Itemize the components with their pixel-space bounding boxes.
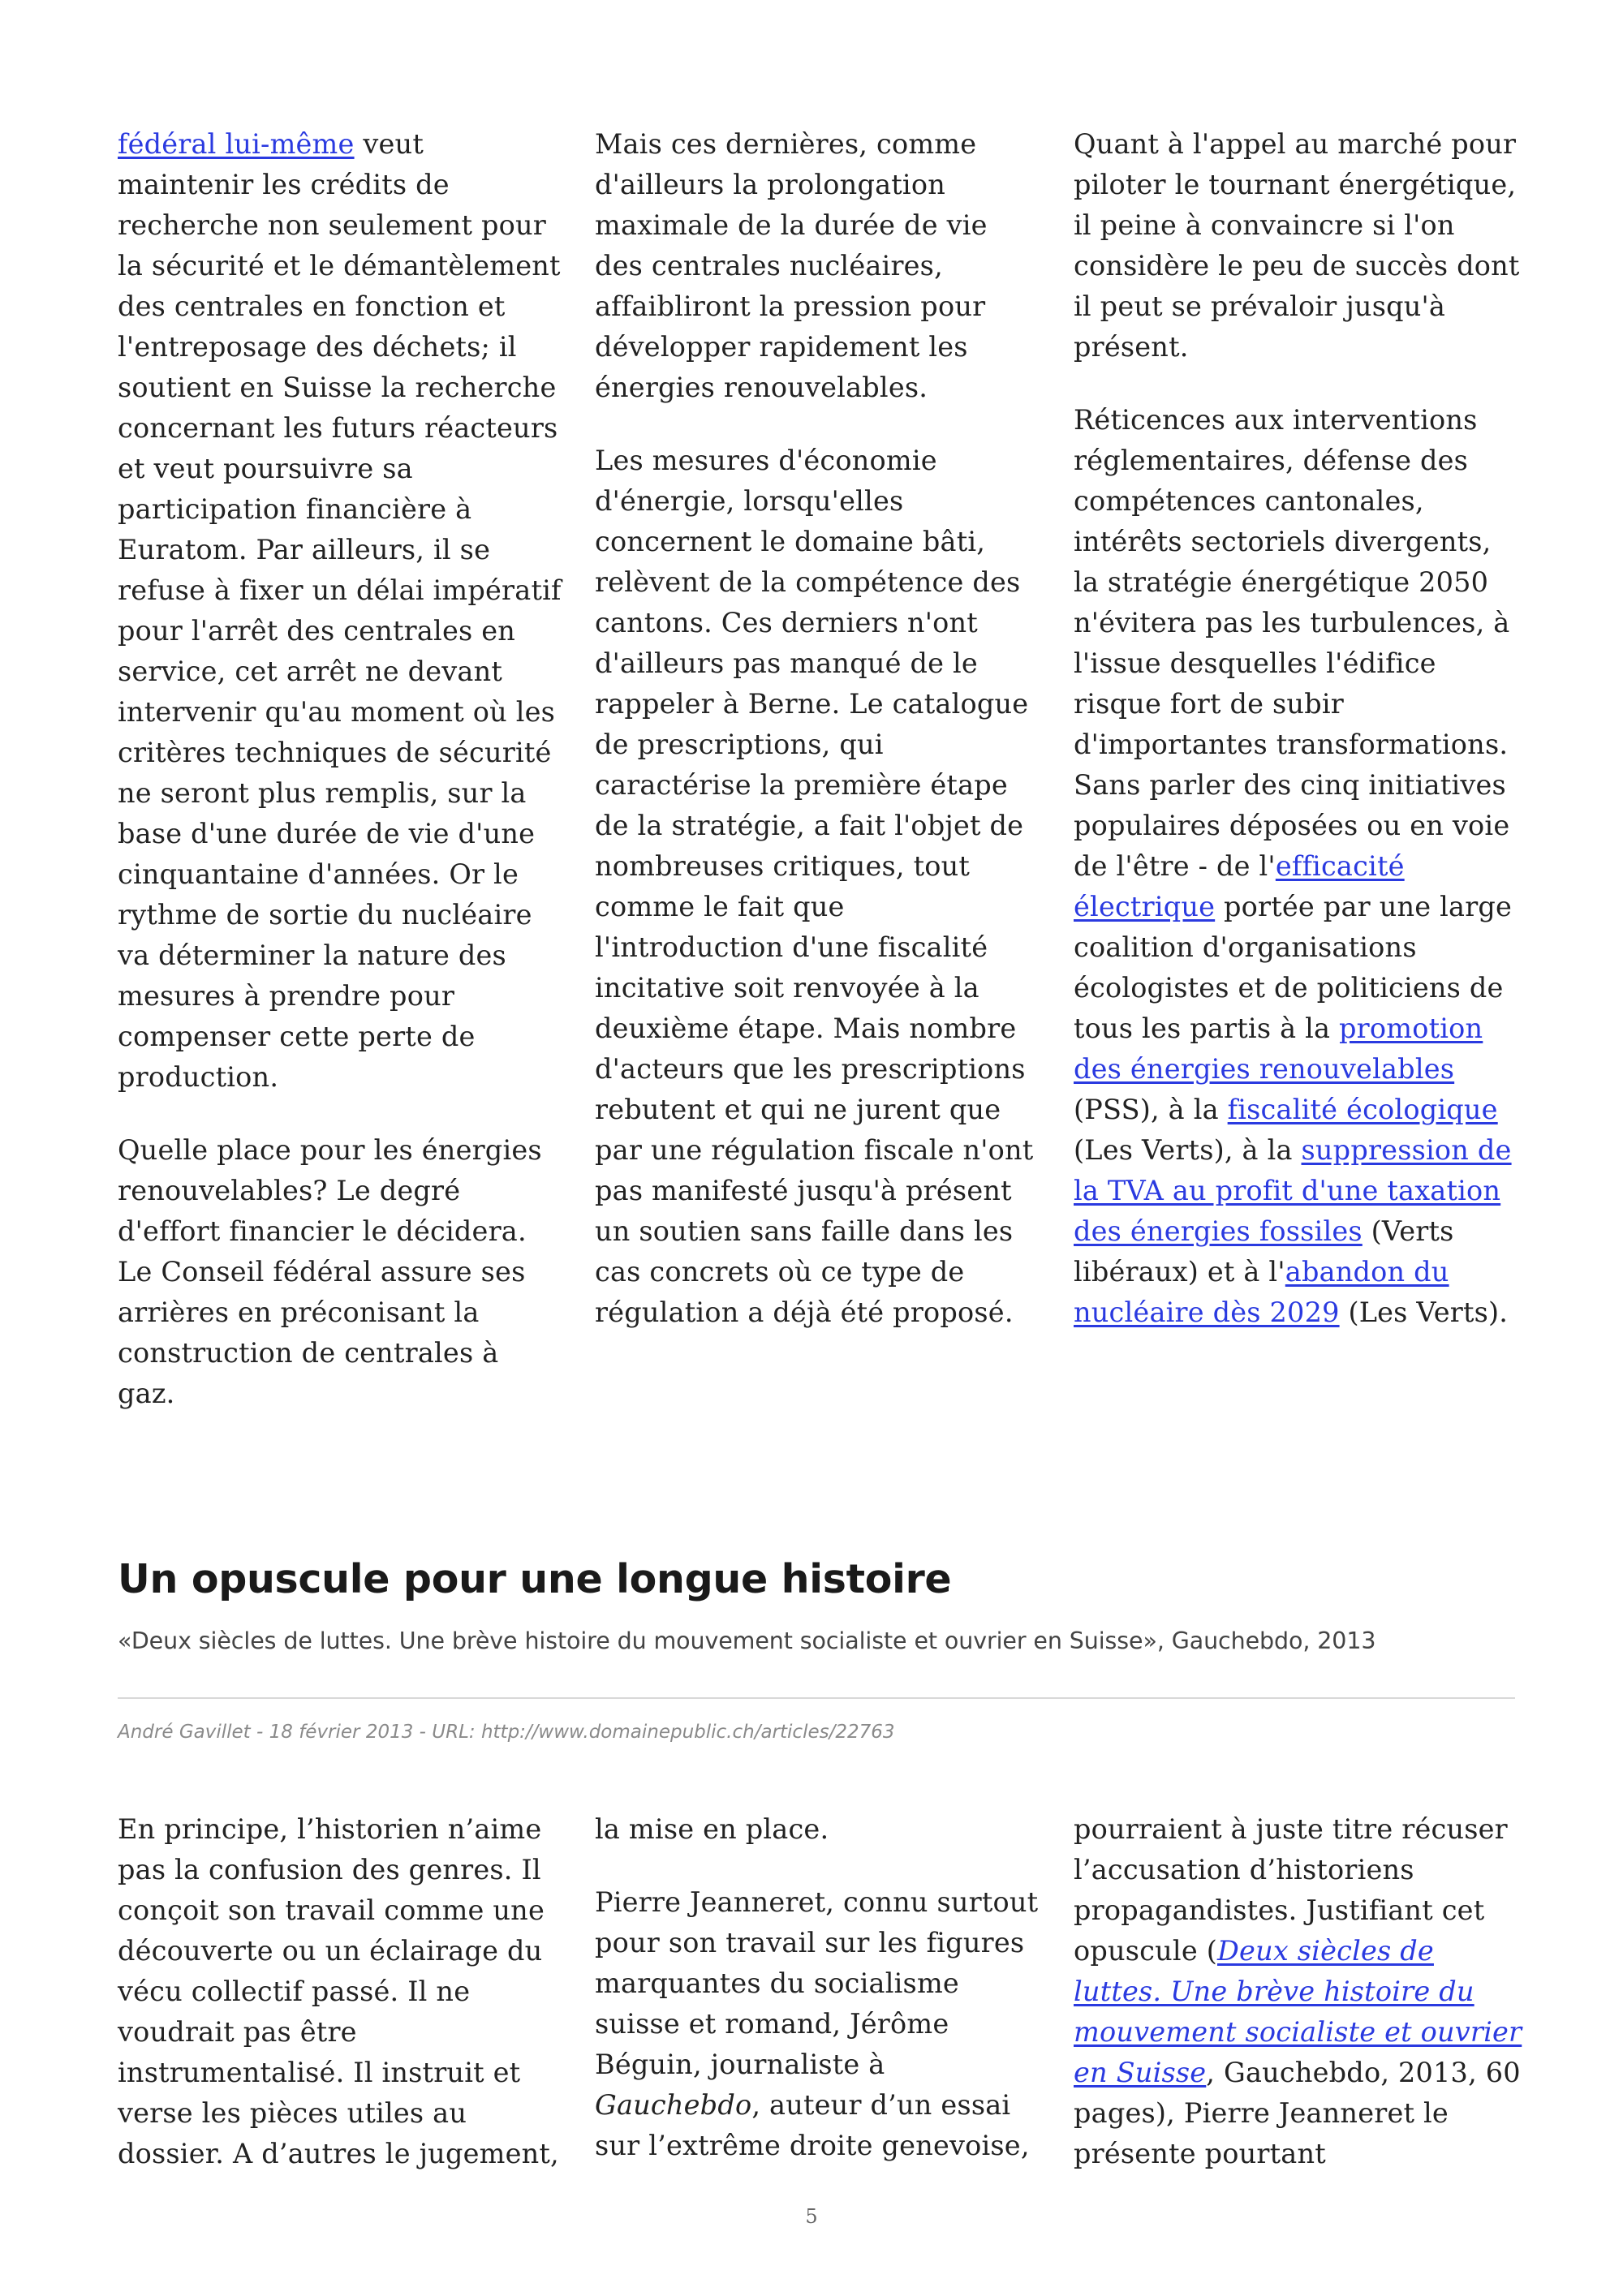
link-promotion-energies-renouvelables[interactable]: promotion des énergies renouvelables (1074, 1013, 1483, 1085)
article2-col1-paragraph-1: En principe, l’historien n’aime pas la confusion des genres. Il conçoit son travail comme une découverte ou un éclairage du vécu collectif passé. Il ne voudrait pas être instrumentalisé. Il instruit et verse les pièces utiles au dossier. A d’autres le jugement, (118, 1813, 559, 2169)
article1-col1-paragraph-1: fédéral lui-même veut maintenir les crédits de recherche non seulement pour la sécurité et le démantèlement des centrales en fonction et l'entreposage des déchets; il soutient en Suisse la recherche concernant les futurs réacteurs et veut poursuivre sa participation financière à Euratom. Par ailleurs, il se refuse à fixer un délai impératif pour l'arrêt des centrales en service, cet arrêt ne devant intervenir qu'au moment où les critères techniques de sécurité ne seront plus remplis, sur la base d'une durée de vie d'une cinquantaine d'années. Or le rythme de sortie du nucléaire va déterminer la nature des mesures à prendre pour compenser cette perte de production. (118, 128, 562, 1093)
article2-col2-paragraph-2: Pierre Jeanneret, connu surtout pour son travail sur les figures marquantes du socialisme suisse et romand, Jérôme Béguin, journaliste à Gauchebdo, auteur d’un essai sur l’extrême droite genevoise, (595, 1886, 1039, 2161)
article2-subtitle: «Deux siècles de luttes. Une brève histoire du mouvement socialiste et ouvrier en Suisse», Gauchebdo, 2013 (118, 1627, 1376, 1654)
article2-title: Un opuscule pour une longue histoire (118, 1556, 952, 1602)
article1-column-1 (118, 124, 562, 1414)
article1-column-3 (1074, 124, 1524, 1333)
article1-column-2 (595, 124, 1040, 1333)
divider (118, 1697, 1515, 1699)
article2-col2-paragraph-1: la mise en place. (595, 1813, 829, 1845)
page-number: 5 (805, 2205, 818, 2228)
article2-col3-paragraph-1: pourraient à juste titre récuser l’accusation d’historiens propagandistes. Justifiant cet opuscule (Deux siècles de luttes. Une brève histoire du mouvement socialiste et ouvrier en Suisse, Gauchebdo, 2013, 60 pages), Pierre Jeanneret le présente pourtant (1074, 1813, 1522, 2169)
article1-col2-paragraph-1: Mais ces dernières, comme d'ailleurs la prolongation maximale de la durée de vie des centrales nucléaires, affaibliront la pression pour développer rapidement les énergies renouvelables. (595, 128, 988, 403)
article1-col2-paragraph-2: Les mesures d'économie d'énergie, lorsqu'elles concernent le domaine bâti, relèvent de la compétence des cantons. Ces derniers n'ont d'ailleurs pas manqué de le rappeler à Berne. Le catalogue de prescriptions, qui caractérise la première étape de la stratégie, a fait l'objet de nombreuses critiques, tout comme le fait que l'introduction d'une fiscalité incitative soit renvoyée à la deuxième étape. Mais nombre d'acteurs que les prescriptions rebutent et qui ne jurent que par une régulation fiscale n'ont pas manifesté jusqu'à présent un soutien sans faille dans les cas concrets où ce type de régulation a déjà été proposé. (595, 445, 1034, 1328)
link-efficacite-electrique[interactable]: efficacité électrique (1074, 850, 1405, 922)
link-fiscalite-ecologique[interactable]: fiscalité écologique (1227, 1094, 1498, 1125)
article2-column-2 (595, 1809, 1040, 2166)
article1-col3-paragraph-2: Réticences aux interventions réglementaires, défense des compétences cantonales, intérêts sectoriels divergents, la stratégie énergétique 2050 n'évitera pas les turbulences, à l'issue desquelles l'édifice risque fort de subir d'importantes transformations. Sans parler des cinq initiatives populaires déposées ou en voie de l'être - de l'efficacité électrique portée par une large coalition d'organisations écologistes et de politiciens de tous les partis à la promotion des énergies renouvelables (PSS), à la fiscalité écologique (Les Verts), à la suppression de la TVA au profit d'une taxation des énergies fossiles (Verts libéraux) et à l'abandon du nucléaire dès 2029 (Les Verts). (1074, 404, 1513, 1328)
link-abandon-nucleaire[interactable]: abandon du nucléaire dès 2029 (1074, 1256, 1449, 1328)
link-suppression-tva[interactable]: suppression de la TVA au profit d'une taxation des énergies fossiles (1074, 1134, 1512, 1247)
gauchebdo-emphasis: Gauchebdo (595, 2089, 752, 2121)
article2-column-1 (118, 1809, 562, 2174)
link-federal-lui-meme[interactable]: fédéral lui-même (118, 128, 355, 160)
article2-meta: André Gavillet - 18 février 2013 - URL: http://www.domainepublic.ch/articles/22763 (118, 1722, 895, 1743)
link-deux-siecles-de-luttes[interactable]: Deux siècles de luttes. Une brève histoire du mouvement socialiste et ouvrier en Suisse (1074, 1935, 1522, 2088)
article2-column-3 (1074, 1809, 1524, 2174)
article1-col3-paragraph-1: Quant à l'appel au marché pour piloter le tournant énergétique, il peine à convaincre si l'on considère le peu de succès dont il peut se prévaloir jusqu'à présent. (1074, 128, 1520, 363)
article1-col1-paragraph-2: Quelle place pour les énergies renouvelables? Le degré d'effort financier le décidera. Le Conseil fédéral assure ses arrières en préconisant la construction de centrales à gaz. (118, 1134, 542, 1409)
